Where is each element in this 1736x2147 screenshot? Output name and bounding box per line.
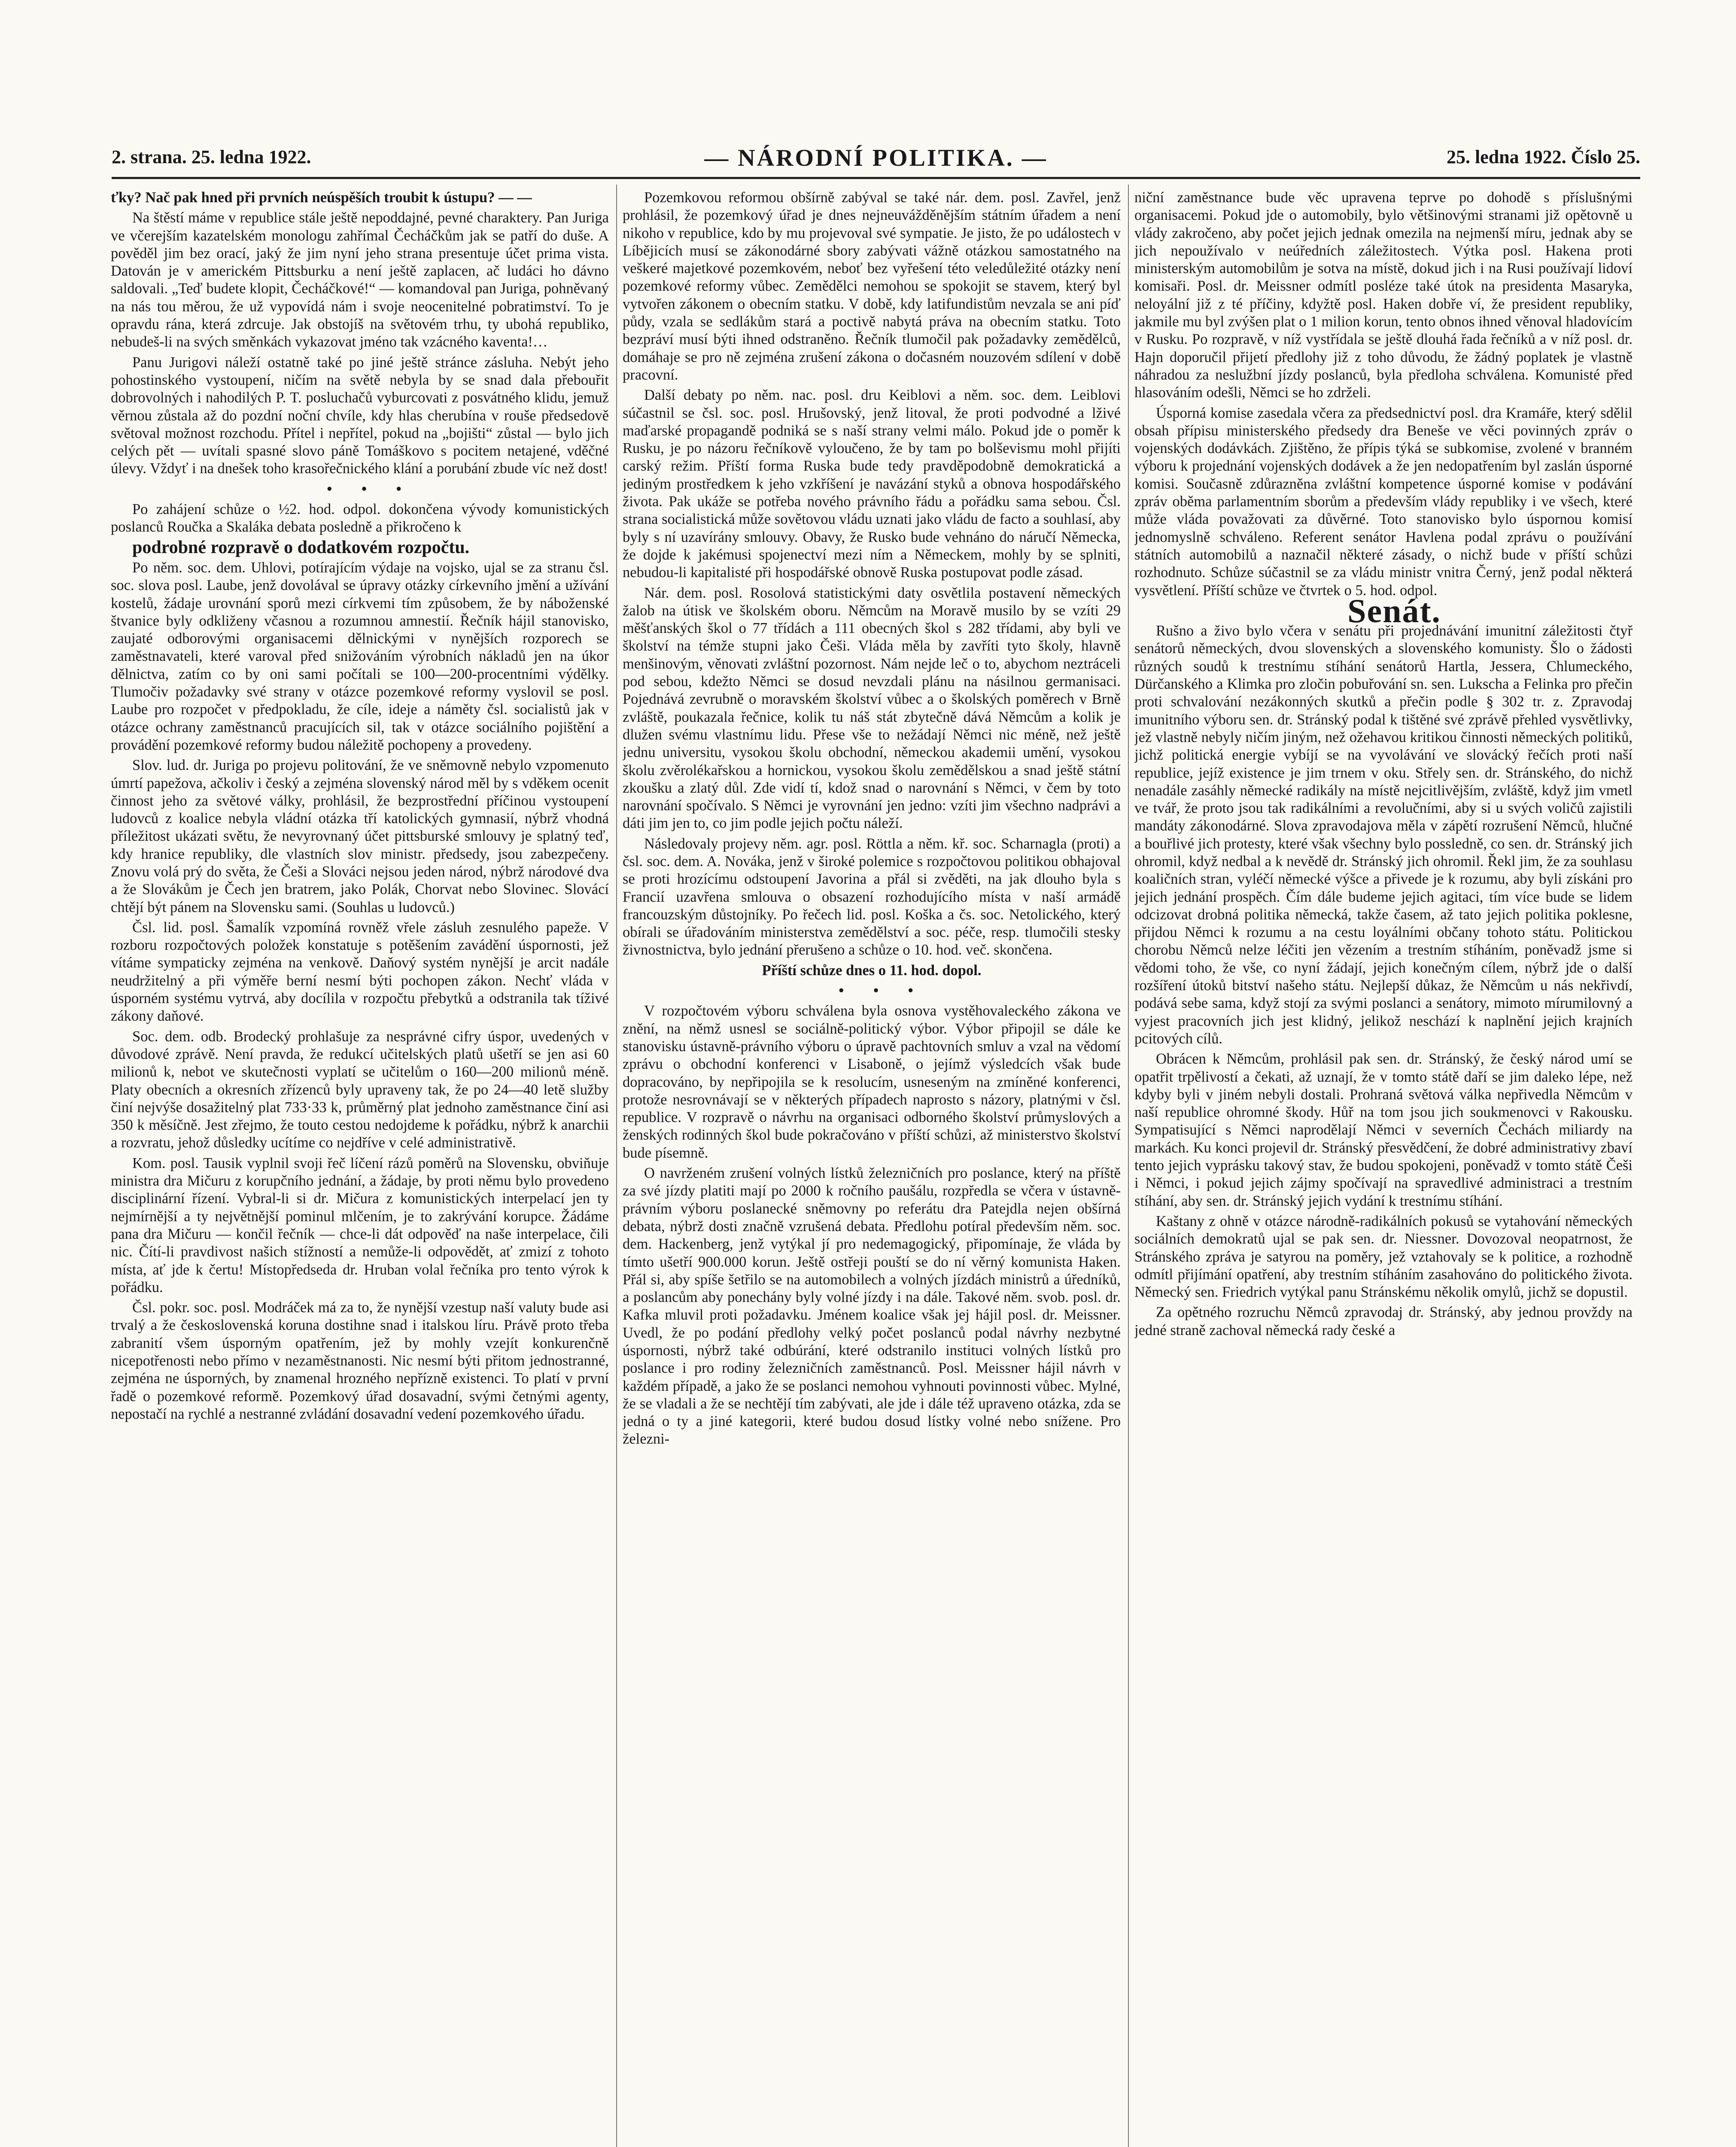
column-divider-2 (1128, 185, 1129, 2147)
paragraph: Nár. dem. posl. Rosolová statistickými daty osvětlila postavení německých žalob na útisk ve školském oboru. Němcům na Moravě musilo by se vzíti 29 měšťanských škol o 77 třídách a 111 obecných škol s 282 třídami, aby byli ve školství na témže stupni jako Češi. Vláda měla by zavříti tyto školy, hlavně menšinovým, věnovati zvláštní pozornost. Nám nejde leč o to, abychom neztráceli pod sebou, kdežto Němci se dosud nevzdali plánu na násilnou germanisaci. Pojednává zevrubně o moravském školství vůbec a o školských poměrech v Brně zvláště, poukazala řečnice, kolik tu náš stát zbytečně dává Němcům a kolik je dlužen svému vlastnímu lidu. Přese vše to nežádají Němci nic méně, než ještě jednu universitu, vysokou školu obchodní, německou akademii umění, vysokou školu zvěrolékařskou a hornickou, vysokou školu zemědělskou a snad ještě státní zkoušku a zlatý důl. Zde vidí tí, kdož snad o narovnání s Němci, v čem by toto narovnání spočívalo. S Němci je vyrovnání jen jedno: vzíti jim všechno nadprávi a dáti jim jen to, co jim podle jejich počtu náleží. (623, 584, 1121, 832)
paragraph: Za opětného rozruchu Němců zpravodaj dr. Stránský, aby jednou provždy na jedné straně zachoval německá rady české a (1134, 1304, 1633, 1338)
paragraph: Čsl. lid. posl. Šamalík vzpomíná rovněž vřele zásluh zesnulého papeže. V rozboru rozpočtových položek konstatuje s potěšením zavádění úspornosti, jež vítáme sympaticky zejména na venkově. Daňový systém nynější je arcit nadále neudržitelný a při výměře berní nesmí býti pochopen zákon. Nechť vláda v úsporném systému vytrvá, aby docílila v rozpočtu přebytků a odstranila tak tíživé zákony daňové. (111, 919, 609, 1025)
paragraph: V rozpočtovém výboru schválena byla osnova vystěhovaleckého zákona ve znění, na němž usnesl se sociálně-politický výbor. Výbor připojil se dále ke stanovisku ústavně-právního výboru o úpravě pachtovních smluv a vzal na vědomí zprávu o obchodní konferenci v Lisaboně, o jejímž výsledcích však bude dopracováno, by nepřipojila se k resolucím, usneseným na zmíněné konferenci, protože nesrovnávají se v některých případech naprosto s názory, platnými v čsl. republice. V rozpravě o návrhu na organisaci odborného školství průmyslových a ženských rodinných škol bude pokračováno v příští schůzi, až ministerstvo školství bude písemně. (623, 1003, 1121, 1161)
paragraph: Následovaly projevy něm. agr. posl. Röttla a něm. kř. soc. Scharnagla (proti) a čsl. soc. dem. A. Nováka, jenž v široké polemice s rozpočtovou politikou obhajoval se proti hrozícímu odstoupení Javorina a přál si zvěděti, na jak dlouho byla s Francií uzavřena smlouva o obsazení rozhodujícího místa v naší armádě francouzským důstojníky. Po řečech lid. posl. Koška a čs. soc. Netolického, který obírali se úřadováním ministerstva zemědělství a soc. péče, resp. tlumočili stesky živnostnictva, bylo jednání přerušeno a schůze o 10. hod. več. skončena. (623, 835, 1121, 958)
separator: • • • (327, 480, 414, 497)
paragraph: ťky? Nač pak hned při prvních neúspěších troubit k ústupu? — — (111, 189, 532, 206)
paragraph: O navrženém zrušení volných lístků železničních pro poslance, který na příště za své jízdy platiti mají po 2000 k ročního paušálu, rozpředla se včera v ústavně-právním výboru poslanecké sněmovny po referátu dra Patejdla nejen obšírná debata, nýbrž dosti značně vzrušená debata. Předlohu potíral především něm. soc. dem. Hackenberg, jenž vytýkal jí pro nedemagogický, připomínaje, že vláda by tímto ušetří 900.000 korun. Ještě ostřeji pouští se do ní věrný komunista Haken. Přál si, aby spíše šetřilo se na automobilech a volných jízdách ministrů a úředníků, a poslancům aby ponechány byly volné jízdy i na dále. Takové něm. svob. posl. dr. Kafka mluvil proti požadavku. Jménem koalice však jej hájil posl. dr. Meissner. Uvedl, že po podání předlohy velký počet poslanců podal návrhy nezbytné úspornosti, nýbrž také odbúrání, které odstranilo instituci volných lístků pro poslance i pro rodiny železničních zaměstnanců. Posl. Meissner hájil návrh v každém případě, a jako že se poslanci nemohou vyhnouti povinnosti vůbec. Mylné, že se vladali a že se nechtějí tím zabývati, ale jde i dále též upraveno otázka, zda se jedná o ty a jiné kategorii, které budou dosud lístky volné nebo snížene. Pro železni- (623, 1165, 1121, 1448)
paragraph: Na štěstí máme v republice stále ještě nepoddajné, pevné charaktery. Pan Juriga ve včerejším kazatelském monologu zahřímal Čecháčkům jak se patří do duše. A pověděl jim bez orací, jaký že jim nyní jeho strana presentuje účet prima vista. Datován je v americkém Pittsburku a není ještě zaplacen, ač ludáci ho dávno saldovali. „Teď budete klopit, Čecháčkové!“ — komandoval pan Juriga, pohněvaný na nás tou měrou, že už vypovídá nám i svoje neocenitelné pobratimství. To je opravdu rána, která zdrcuje. Jak obstojíš na světovém trhu, ty ubohá republiko, nebudeš-li na svých směnkách vykazovat jméno tak vzácného kaventa!… (111, 210, 609, 350)
section-heading: podrobné rozpravě o dodatkovém rozpočtu. (132, 537, 470, 557)
paragraph: niční zaměstnance bude věc upravena teprve po dohodě s příslušnými organisacemi. Pokud jde o automobily, bylo většinovými stranami již opětovně u vlády zakročeno, aby počet jejich jednak omezila na nejmenší míru, jednak aby se jich nepoužívalo v neúředních záležitostech. Výtka posl. Hakena proti ministerským automobilům je sotva na místě, dokud jich i na Rusi používají lidoví komisaři. Posl. dr. Meissner odmítl posléze také útok na presidenta Masaryka, neloyální již z té příčiny, kdyžtě posl. Haken dobře ví, že president republiky, jakmile mu byl zvýšen plat o 1 milion korun, tento obnos ihned věnoval hladovícím v Rusku. Po rozpravě, v níž vystřídala se ještě dlouhá řada řečníků a v níž posl. dr. Hajn doporučil přijetí předlohy již z toho důvodu, že žádný poplatek je vlastně náhradou za neslužbní jízdy poslanců, byla předloha schválena. Komunisté před hlasováním odešli, Němci se ho zdrželi. (1134, 189, 1633, 401)
column-3 (1134, 189, 1633, 2147)
paragraph: Další debaty po něm. nac. posl. dru Keiblovi a něm. soc. dem. Leiblovi súčastnil se čsl. soc. posl. Hrušovský, jenž litoval, že proti podvodné a lživé maďarské propagandě podniká se s naší strany velmi málo. Pokud jde o poměr k Rusku, je po názoru řečníkově vyloučeno, že by tam po bolševismu mohl přijíti carský režim. Příští forma Ruska bude tedy pravděpodobně demokratická a jediným prostředkem k jeho vzkříšení je navázání styků a obnova hospodářského života. Pak ukáže se potřeba nového právního řádu a pořádku sama sebou. Čsl. strana socialistická může sovětovou vládu uznati jako vládu de facto a souhlasí, aby byly s ní uzavírány smlouvy. Obavy, že Rusko bude vehnáno do náručí Německa, že dojde k jakémusi spojenectví mezi ním a Německem, mohly by se splniti, nebudou-li kapitalisté při hospodářské obnově Ruska postupovat podle zásad. (623, 387, 1121, 581)
paragraph: Pozemkovou reformou obšírně zabýval se také nár. dem. posl. Zavřel, jenž prohlásil, že pozemkový úřad je dnes nejneuvážděnějším státním úřadem a není nikoho v republice, kdo by mu projevoval své sympatie. Je jisto, že po událostech v Líbějicích musí se zákonodárné sbory zabývati vážně otázkou samostatného na veškeré majetkové pozemkovém, neboť bez vyřešení této veledůležité otázky není pozemkové reformy vůbec. Zemědělci nemohou se spokojit se stavem, který byl vytvořen zákonem o obecním statku. V době, kdy latifundistům nevzala se ani píď půdy, vzala se sedlákům stará a poctivě nabytá práva na obecním statku. Toto bezpráví musí býti ihned odstraněno. Řečník tlumočil pak požadavky zemědělců, domáhaje se pro ně zejména zrušení zákona o dočasném nouzovém sdílení v době pracovní. (623, 189, 1121, 383)
paragraph: Rušno a živo bylo včera v senátu při projednávání imunitní záležitosti čtyř senátorů německých, dvou slovenských a slovenského komunisty. Šlo o žádosti různých soudů k trestnímu stíhání senátorů Hartla, Jessera, Chlumeckého, Dürčanského a Klimka pro zločin pobuřování sn. sen. Lukscha a Felinka pro přečin proti schvalování nezákonných skutků a přečin podle § 302 tr. z. Zpravodaj imunitního výboru sen. dr. Stránský podal k tištěné své zprávě přehled vysvětlivky, jež vlastně nebyly ničím jiným, než ožehavou kritikou činnosti německých politiků, jichž politická energie vybíjí se na vyvolávání ve slovácký řečích proti naší republice, jejíž existence je jim trnem v oku. Střely sen. dr. Stránského, do nichž nenadále zasáhly německé radikály na místě nejcitlivějším, zvláště, když jim vmetl ve tvář, že proto jsou tak radikálními a revolučními, aby si u svých voličů zajistili mandáty zákonodárné. Slova zpravodajova měla v zápětí rozrušení Němců, hlučné a bouřlivé jich protesty, které však všechny bylo possledně, co sen. dr. Stránský jich ohromil, když nedbal a k nevědě dr. Stránský jich ohromil. Řekl jim, že za souhlasu koaličních stran, vyléčí německé výšce a přivede je k rozumu, aby byli získáni pro jejich jednání prospěch. Čím dále budeme jejich agitaci, tím více bude se lidem odcizovat drobná politika německá, takže časem, až tato jejich politika poklesne, přijdou Němci k rozumu a na cestu loyálními občany tohoto státu. Politickou chorobu Němců nelze léčiti jen vězením a trestním stíháním, poněvadž jsme si vědomi toho, že vše, co nyní žádají, jejich konečným cílem, nýbrž jde o další rozšíření útoků bitství našeho státu. Nejlepší důkaz, že Němcům u nás nekřivdí, podává sebe sama, když stojí za svými poslanci a senátory, mimoto mírumilovný a vyjest pracovních jich jest klidný, jelikož neschází k naplnění jejich krajních pcitových cílů. (1134, 623, 1633, 1047)
paragraph: Kom. posl. Tausik vyplnil svoji řeč líčení rázů poměrů na Slovensku, obviňuje ministra dra Mičuru z korupčního jednání, a žádaje, by proti němu bylo provedeno disciplinární řízení. Vybral-li si dr. Mičura z komunistických interpelací jen ty nejmírnější a ty největnější pominul mlčením, je to zakrývání korupce. Žádáme pana dra Mičuru — končil řečník — chce-li dát odpověď na naše interpelace, čili nic. Čítí-li pravdivost našich stížností a nemůže-li odpovědět, ať zmizí z tohoto místa, ať jde k čertu! Místopředseda dr. Hruban volal řečníka pro tento výrok k pořádku. (111, 1155, 609, 1295)
paragraph: Kaštany z ohně v otázce národně-radikálních pokusů se vytahování německých sociálních demokratů ujal se pak sen. dr. Niessner. Dovozoval neopatrnost, že Stránského zpráva je satyrou na poměry, jež vztahovaly se k politice, a rozhodně odmítl přijímání opatření, aby trestním stíháním zasahováno do politického života. Německý sen. Friedrich vytýkal panu Stránskému několik omylů, jichž se dopustil. (1134, 1213, 1633, 1301)
next-session-notice: Příští schůze dnes o 11. hod. dopol. (762, 962, 982, 979)
page-date-left: 2. strana. 25. ledna 1922. (112, 146, 311, 167)
page-date-right: 25. ledna 1922. Číslo 25. (1446, 146, 1640, 167)
column-2 (623, 189, 1121, 2147)
column-divider-1 (616, 185, 617, 2147)
senate-heading: Senát. (1347, 592, 1441, 630)
paragraph: Po něm. soc. dem. Uhlovi, potírajícím výdaje na vojsko, ujal se za stranu čsl. soc. slova posl. Laube, jenž dovolával se úpravy otázky církevního jmění a užívání kostelů, žádaje urovnání sporů mezi církvemi tím způsobem, že by náboženské štvanice byly odkliženy včasnou a rozumnou amnestií. Řečník hájil stanovisko, zaujaté odborovými organisacemi dělnickými v nynějších rozporech se zaměstnavateli, které varoval před snižováním výrobních nákladů jen na úkor dělnictva, zatím co by oni sami počítali se 100—200-procentními výdělky. Tlumočiv požadavky své strany v otázce pozemkové reformy vyslovil se posl. Laube pro rozpočet v předpokladu, že cíle, ideje a náměty čsl. socialistů jak v otázce ochrany zaměstnanců pracujících sil, tak v otázce sociálního pojištění a provádění pozemkové reformy budou náležitě pochopeny a provedeny. (111, 559, 609, 753)
masthead-title: — NÁRODNÍ POLITIKA. — (704, 145, 1048, 171)
header-rule (112, 177, 1640, 179)
paragraph: Slov. lud. dr. Juriga po projevu politování, že ve sněmovně nebylo vzpomenuto úmrtí papežova, ačkoliv i český a zejména slovenský národ měl by s vděkem ocenit činnost jeho za světové války, prohlásil, že bezprostřední příčinou vystoupení ludovců z koalice nebyla vládní otázka tří katolických gymnasií, nýbrž vhodná příležitost ukázati světu, že nevyrovnaný účet pittsburské smlouvy je splatný teď, kdy hranice republiky, dle vlastních slov ministr. předsedy, jsou zabezpečeny. Znovu volá prý do světa, že Češi a Slováci nejsou jeden národ, nýbrž národové dva a že Slovákům je Čech jen bratrem, jako Polák, Chorvat nebo Slovinec. Slovácí chtějí být pánem na Slovensku sami. (Souhlas u ludovců.) (111, 757, 609, 915)
paragraph: Úsporná komise zasedala včera za předsednictví posl. dra Kramáře, který sdělil obsah přípisu ministerského předsedy dra Beneše ve věci povinných zpráv o vojenských dodávkách. Zjištěno, že přípis týká se subkomise, zvolené v branném výboru k projednání vojenských dodávek a že jen nedopatřením byl zaslán úsporné komisi. Současně zdůrazněna zvláštní kompetence úsporné komise v podávání zpráv oběma parlamentním sborům a především vlády republiky i ve všech, které může vláda považovati za důvěrné. Toto stanovisko bylo úspornou komisí jednomyslně schváleno. Referent senátor Havlena podal zprávu o používání státních automobilů a naznačil některé zásady, o nichž bude v příští schůzi rozhodnuto. Schůze súčastnil se za vládu ministr vnitra Černý, jenž podal některá vysvětlení. Příští schůze ve čtvrtek o 5. hod. odpol. (1134, 404, 1633, 599)
paragraph: Panu Jurigovi náleží ostatně také po jiné ještě stránce zásluha. Nebýt jeho pohostinského vystoupení, ničím na světě nebyla by se snad dala přebouřit dobrovolných i nahodilých P. T. posluchačů vyburcovati z posvátného klidu, jemuž věrnou zůstala až do pozdní noční chvíle, kdy hlas cherubína v rouše předsedově světoval možnost rozchodu. Přítel i nepřítel, pokud na „bojišti“ zůstal — bylo jich celých pět — uvítali spasné slovo páně Tomáškovo s pocitem netajené, vděčné úlevy. Vždyť i na dnešek toho krasořečnického klání a porubání zbude víc než dost! (111, 354, 609, 477)
paragraph: Obrácen k Němcům, prohlásil pak sen. dr. Stránský, že český národ umí se opatřit trpělivostí a čekati, až uznají, že v tomto státě daří se jim daleko lépe, než kdyby byli v jiném nebyli dostali. Prohraná světová válka nepřivedla Němcům v naší republice ohromné škody. Hůř na tom jsou jich soukmenovci v Rakousku. Sympatisující s Němci naprodělají Němci v severních Čechách miliardy na markách. Ku konci projevil dr. Stránský přesvědčení, že dobré administrativy zbaví tento jejich vyprásku takový stav, že budou spokojeni, poněvadž v tomto státě Češi i Němci, i pokud jejich zájmy spočívají na spravedlivé administraci a trestním stíhání, aby sen. dr. Stránský jejich vydání k trestnímu stíhání. (1134, 1051, 1633, 1209)
page-header (112, 146, 1640, 176)
paragraph: Čsl. pokr. soc. posl. Modráček má za to, že nynější vzestup naší valuty bude asi trvalý a že československá koruna dostihne snad i italskou líru. Právě proto třeba zabranití všem úsporným opatřením, jež by mohly vzejít konkurenčně nicepotřenosti nebo přímo v nezaměstnanosti. Nic nesmí býti přitom jednostranné, zejména ne úsporných, by znamenal hrozného nepřízně existenci. To platí v první řadě o pozemkové reformě. Pozemkový úřad dosavadní, svými četnými agenty, nepostačí na rychlé a nestranné zvládání dosavadní vedení pozemkového úřadu. (111, 1299, 609, 1422)
paragraph: Po zahájení schůze o ½2. hod. odpol. dokončena vývody komunistických poslanců Roučka a Skaláka debata posledně a přikročeno k (111, 501, 609, 535)
column-1 (111, 189, 609, 2147)
separator: • • • (839, 982, 926, 999)
paragraph: Soc. dem. odb. Brodecký prohlašuje za nesprávné cifry úspor, uvedených v důvodové zprávě. Není pravda, že redukcí učitelských platů ušetří se jen asi 60 milionů k, nebot ve skutečnosti vyplatí se učitelům o 160—200 milionů méně. Platy obecních a okresních zřízenců byly upraveny tak, že po 24—40 letě služby činí nejvýše dosažitelný plat 733·33 k, průměrný plat jednoho zaměstnance činí asi 350 k měsíčně. Jest zřejmo, že touto cestou nedojdeme k pořádku, nýbrž k anarchii a rozvratu, jehož důsledky ucítíme co nejdříve v celé administrativě. (111, 1028, 609, 1151)
